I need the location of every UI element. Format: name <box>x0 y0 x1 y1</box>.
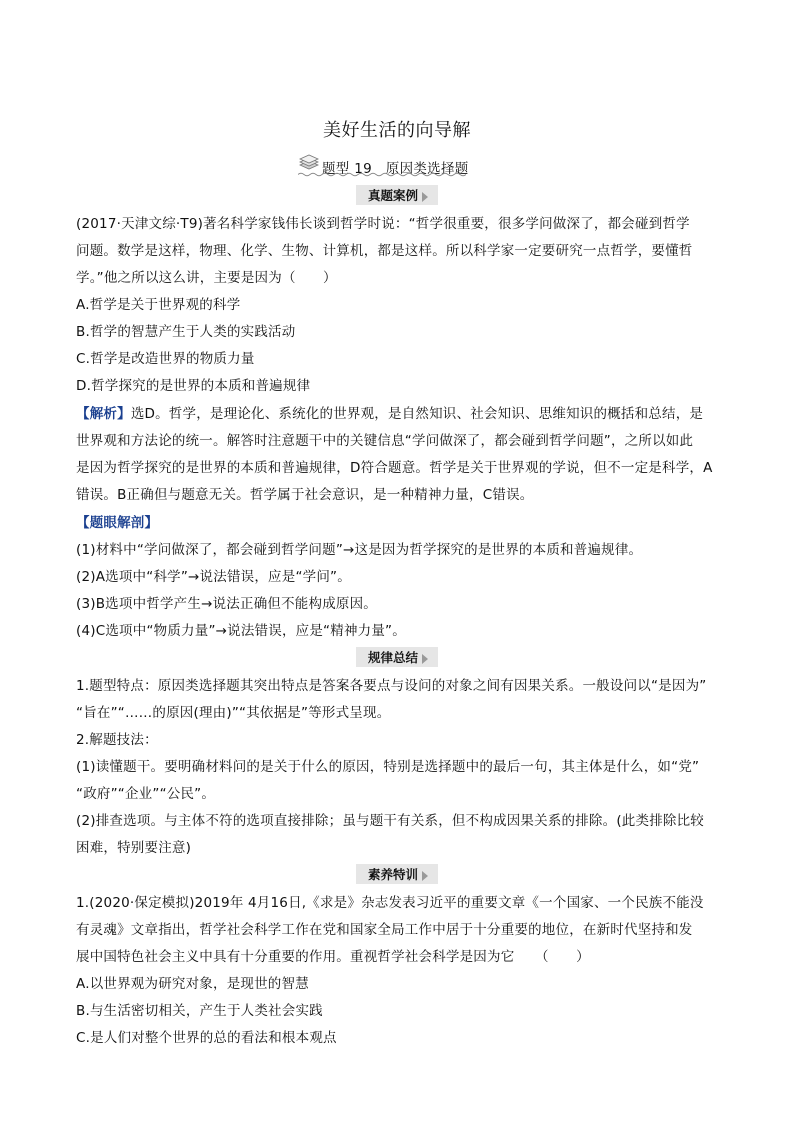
section-label: 素养特训 <box>367 867 418 882</box>
dissection-line: (1)材料中“学问做深了，都会碰到哲学问题”→这是因为哲学探究的是世界的本质和普遍规律。 <box>76 542 643 558</box>
training-line: 展中国特色社会主义中具有十分重要的作用。重视哲学社会科学是因为它 （ ） <box>76 949 590 965</box>
section-heading-training <box>76 864 718 884</box>
summary-line: 困难，特别要注意) <box>76 840 192 856</box>
question-stem-line: 学。”他之所以这么讲，主要是因为（ ） <box>76 270 337 286</box>
subtitle-block <box>298 152 498 176</box>
summary-line: (2)排查选项。与主体不符的选项直接排除；虽与题干有关系，但不构成因果关系的排除。(此类排除比较 <box>76 813 704 829</box>
summary-line: “旨在”“……的原因(理由)”“其依据是”等形式呈现。 <box>76 705 391 721</box>
summary-line: (1)读懂题干。要明确材料问的是关于什么的原因，特别是选择题中的最后一句，其主体是什么，如“党” <box>76 759 700 775</box>
section-heading-cases <box>76 185 718 205</box>
page-title: 美好生活的向导解 <box>323 120 471 141</box>
triangle-icon <box>422 192 428 202</box>
dissection-tag: 【题眼解剖】 <box>76 515 159 531</box>
section-label: 真题案例 <box>367 188 418 203</box>
option-a: A.哲学是关于世界观的科学 <box>76 297 241 313</box>
option-d: D.哲学探究的是世界的本质和普遍规律 <box>76 378 311 394</box>
dissection-line: (2)A选项中“科学”→说法错误，应是“学问”。 <box>76 569 351 585</box>
analysis-line: 是因为哲学探究的是世界的本质和普遍规律，D符合题意。哲学是关于世界观的学说，但不一定是科学，A <box>76 460 713 476</box>
training-option-a: A.以世界观为研究对象，是现世的智慧 <box>76 976 309 992</box>
section-heading-summary <box>76 647 718 667</box>
summary-line: 1.题型特点：原因类选择题其突出特点是答案各要点与设问的对象之间有因果关系。一般设问以“是因为” <box>76 678 707 694</box>
question-stem-line: (2017·天津文综·T9)著名科学家钱伟长谈到哲学时说：“哲学很重要，很多学问做深了，都会碰到哲学 <box>76 216 690 232</box>
option-b: B.哲学的智慧产生于人类的实践活动 <box>76 324 296 340</box>
summary-line: “政府”“企业”“公民”。 <box>76 786 216 802</box>
book-stack-icon <box>298 152 320 172</box>
section-label: 规律总结 <box>367 650 418 665</box>
analysis-line: 错误。B正确但与题意无关。哲学属于社会意识，是一种精神力量，C错误。 <box>76 487 534 503</box>
summary-line: 2.解题技法： <box>76 732 158 748</box>
training-line: 有灵魂》文章指出，哲学社会科学工作在党和国家全局工作中居于十分重要的地位，在新时代坚持和发 <box>76 922 693 938</box>
triangle-icon <box>422 871 428 881</box>
training-option-b: B.与生活密切相关，产生于人类社会实践 <box>76 1003 323 1019</box>
option-c: C.哲学是改造世界的物质力量 <box>76 351 255 367</box>
question-stem-line: 问题。数学是这样，物理、化学、生物、计算机，都是这样。所以科学家一定要研究一点哲学，要懂哲 <box>76 243 693 259</box>
subtitle-text: 题型 19 原因类选择题 <box>322 161 469 177</box>
analysis-line: 【解析】选D。哲学，是理论化、系统化的世界观，是自然知识、社会知识、思维知识的概括和总结，是 <box>76 406 704 422</box>
training-option-c: C.是人们对整个世界的总的看法和根本观点 <box>76 1030 337 1046</box>
analysis-tag: 【解析】 <box>76 406 131 422</box>
training-line: 1.(2020·保定模拟)2019年 4月16日,《求是》杂志发表习近平的重要文章《一个国家、一个民族不能没 <box>76 895 704 911</box>
analysis-line: 世界观和方法论的统一。解答时注意题干中的关键信息“学问做深了，都会碰到哲学问题”，之所以如此 <box>76 433 694 449</box>
dissection-line: (4)C选项中“物质力量”→说法错误，应是“精神力量”。 <box>76 623 406 639</box>
triangle-icon <box>422 654 428 664</box>
wavy-underline <box>298 172 466 177</box>
dissection-line: (3)B选项中哲学产生→说法正确但不能构成原因。 <box>76 596 377 612</box>
